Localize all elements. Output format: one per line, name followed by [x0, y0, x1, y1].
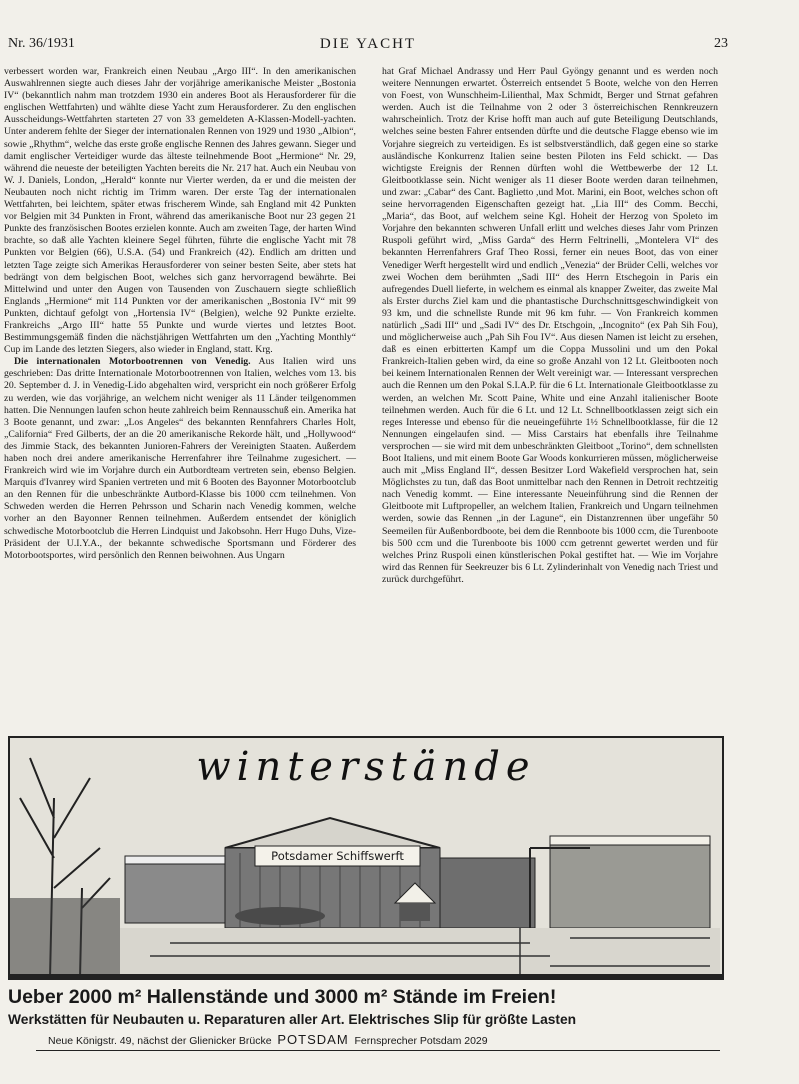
ad-phone: Fernsprecher Potsdam 2029 — [354, 1035, 488, 1047]
ad-city: POTSDAM — [277, 1032, 349, 1047]
journal-title: DIE YACHT — [319, 36, 417, 52]
article-heading: Die internationalen Motorbootrennen von Venedig. — [14, 356, 251, 368]
advertisement-illustration — [8, 736, 724, 980]
ad-street: Neue Königstr. 49, nächst der Glienicker Brücke — [48, 1035, 272, 1047]
article-venedig-text: Aus Italien wird uns geschrieben: Das dritte Internationale Motorbootrennen von Italien, welches vom 13. bis 20. September d. J. in Venedig-Lido abgehalten wird, verspricht ein noch größerer Erfolg zu werden, wie das vorjährige, an welchem nicht weniger als 11 Länder teilgenommen hatten. Die Nennungen laufen schon heute zahlreich beim Rennausschuß ein. Amerika hat 3 Boote genannt, und zwar: „Los Angeles“ des bekannten Rennfahrers Charles Holt, „California“ Fred Gilberts, der an die 20 amerikanische Rekorde hält, und „Hollywood“ des Jimmie Stack, des bekannten Junioren-Fahrers der Vereinigten Staaten. Außerdem haben noch drei andere amerikanische Herrenfahrer ihre Teilnahme zugesichert. — Frankreich wird wie im Vorjahre durch ein Autbordteam vertreten sein, ebenso Belgien. Marquis d'Ivanrey wird Spanien vertreten und mit 6 Booten des Bayonner Motorbootclub an den Rennen für die unbeschränkte Autbord-Klasse bis 1000 ccm teilnehmen. Von Schweden werden die Herren Pehrsson und Scharin nach Venedig kommen, welche vorher an den Bayonner Rennen teilnehmen. Außerdem entsendet der königlich schwedische Motorbootclub die Herren Lindquist und Jakobsohn. Herr Hugo Duhs, Vize-Präsident der U.I.Y.A., der bekannte schwedische Sportsmann und Förderer des Motorbootsportes, wird persönlich den Rennen beiwohnen. Aus Ungarn — [4, 356, 357, 561]
ad-address — [48, 1032, 720, 1047]
ad-headline: winterstände — [196, 744, 536, 790]
shipyard-sign: Potsdamer Schiffswerft — [271, 849, 404, 863]
ad-line-capacity: Ueber 2000 m² Hallenstände und 3000 m² Stände im Freien! — [8, 986, 557, 1008]
article-yacht-text: verbessert worden war, Frankreich einen Neubau „Argo III“. In den amerikanischen Auswahlrennen siegte auch dieses Jahr der vorjährige amerikanische Meister „Bostonia IV“ (bekanntlich nahm man trotzdem 1930 ein anderes Boot als Herausforderer für die englischen Wettfahrten) und wählte diese Yacht zum Herausforderer. Zu den englischen Ausscheidungs-Wettfahrten starteten 27 von 33 gemeldeten A-Klassen-Modell-yachten. Unter anderem fehlte der Sieger der internationalen Rennen von 1929 und 1930 „Albion“, sowie „Rhythm“, welche das erste große englische Rennen des Jahres gewann. Sieger und damit englischer Verteidiger wurde das älteste teilnehmende Boot „Hermione“ Nr. 29, während die neueste der beteiligten Yachten bereits die Nr. 217 hat. Auch ein Neubau von W. J. Daniels, London, „Herald“ konnte nur Vierter werden, da er und die meisten der Neubauten noch nicht richtig im Trimm waren. Der erste Tag der internationalen Wettfahrten, bei leichtem, später etwas frischerem Winde, sah England mit 42 Punkten vor Belgien mit 34 Punkten in Front, während das amerikanische Boot nur 23 gegen 21 Punkte des französischen Bootes erzielen konnte. Auch am zweiten Tage, der harten Wind brachte, so daß alle Yachten kleinere Segel führten, führte die englische Yacht mit 78 Punkten vor Belgien (66), U.S.A. (54) und Frankreich (42). Endlich am dritten und letzten Tage zeigte sich Amerikas Herausforderer von seiner besten Seite, aber stets hat bedrängt von dem belgischen Boot, welches sich ganz hervorragend bewährte. Bei Mittelwind und unter den Augen von Tausenden von Zuschauern siegte schließlich Englands „Hermione“ mit 114 Punkten vor der amerikanischen „Bostonia IV“ mit 99 Punkten, dichtauf gefolgt von „Hortensia IV“ (Belgien), welche 92 Punkte erzielte. Frankreichs „Argo III“ hatte 55 Punkte und wurde viertes und letztes Boot. Bestimmungsgemäß finden die nächstjährigen Wettfahrten um den „Yachting Monthly“ Cup im Lande des letzten Siegers, also wieder in England, statt. Krg. — [4, 66, 356, 356]
article-continued-text: hat Graf Michael Andrassy und Herr Paul Gyöngy genannt und es werden noch weitere Nennungen erwartet. Österreich entsendet 5 Boote, welche von den Herren von Foest, von Wunschheim-Lilienthal, Max Schmidt, Berger und Strnat gefahren werden. Auch ist die Teilnahme von 2 oder 3 österreichischen Rennkreuzern wahrscheinlich. Trotz der Krise hofft man auch auf gute Beteiligung Deutschlands, welches seine besten Fahrer entsenden dürfte und die deutsche Flagge ebenso wie im Vorjahre siegreich zu verteidigen. Es ist selbstverständlich, daß gegen eine so starke ausländische Konkurrenz Italien seine besten Piloten ins Feld schickt. — Das wichtigste Ereignis der Rennen dürften wohl die Wettbewerbe der 12 Lt. Gleitbootklasse sein. Nicht weniger als 11 dieser Boote werden daran teilnehmen, und zwar: „Cabar“ des Cant. Baglietto ,und Mot. Marini, ein Boot, welches schon oft seine hervorragenden Eigenschaften gezeigt hat. „Lia III“ des Comm. Becchi, „Maria“, das Boot, auf welchem seine Kgl. Hoheit der Herzog von Spoleto im Vorjahre den bekannten schweren Unfall erlitt und welches dieses Jahr vom Prinzen Ruspoli geführt wird, „Miss Garda“ des Herrn Feltrinelli, „Montelera VI“ des bekannten Herrenfahrers Graf Theo Rossi, ferner ein neues Boot, das von einer Venediger Werft hergestellt wird und endlich „Venezia“ der Brüder Celli, welches vor zwei Wochen dem berühmten „Sadi III“ des Herrn Etschegoin in Paris ein aufregendes Duell lieferte, in welchem es einmal als knapper Zweiter, das zweite Mal als Erster durchs Ziel kam und die phantastische Durchschnittsgeschwindigkeit von 93 km, und die schnellste Runde mit 96 km fuhr. — Von Frankreich kommen natürlich „Sadi III“ und „Sadi IV“ des Dr. Etschgoin, „Incognito“ (ex Pah Sih Fou), und möglicherweise auch „Pah Sih Fou IV“. Aus diesen Namen ist leicht zu ersehen, daß es einen erbitterten Kampf um die Coppa Mussolini und um den Pokal Frankreich-Italien geben wird, da eine so große Anzahl von 12 Lt. Gleitbooten noch bei keinem Internationalen Rennen der Welt vereinigt war. — Interessant versprechen auch die Rennen um den Pokal S.I.A.P. für die 6 Lt. Internationale Gleitbootklasse zu werden, an welchen Mr. Scott Paine, White und eine Anzahl italienischer Boote teilnehmen werden. Auch für die 6 Lt. und 12 Lt. Schnellbootklassen zeigt sich ein reges Interesse und ebenso für die neueingeführte 1½ Schnellbootklasse, für die 12 Nennungen eingelaufen sind. — Miss Carstairs hat ebenfalls ihre Teilnahme versprochen — sie wird mit dem unbeschränkten Gleitboot „Torino“, dem schnellsten Boot Italiens, und mit einem Boote Gar Woods konkurrieren müssen, möglicherweise auch mit „Miss England II“, dessen Besitzer Lord Wakefield versprochen hat, sein Möglichstes zu tun, daß das Boot unmittelbar nach den Rennen in Detroit rechtzeitig nach Venedig kommt. — Eine interessante Neueinführung sind die Rennen der Gleitboote mit Luftpropeller, an welchem Italien, Frankreich und Ungarn teilnehmen werden, sowie das Rennen „in der Lagune“, ein Distanzrennen über ungefähr 50 Seemeilen für Außenbordboote, bei dem die Rennboote bis 1000 ccm, die Turenboote bis 500 ccm und die Turenboote bis 1000 ccm getrennt gewertet werden und für welches Prinz Ruspoli einen künstlerischen Pokal gestiftet hat. — Wie im Vorjahre wird das Rennen für Seekreuzer bis 6 Lt. Zylinderinhalt von Venedig nach Triest und zurück durchgeführt. — [382, 66, 718, 585]
right-column — [382, 66, 718, 586]
page-number: 23 — [714, 36, 728, 51]
page-header — [8, 36, 728, 54]
article-venedig — [4, 356, 356, 562]
left-column — [4, 66, 356, 562]
bottom-rule — [36, 1050, 720, 1051]
ad-line-services: Werkstätten für Neubauten u. Reparaturen aller Art. Elektrisches Slip für größte Lasten — [8, 1012, 577, 1027]
issue-number: Nr. 36/1931 — [8, 36, 75, 51]
